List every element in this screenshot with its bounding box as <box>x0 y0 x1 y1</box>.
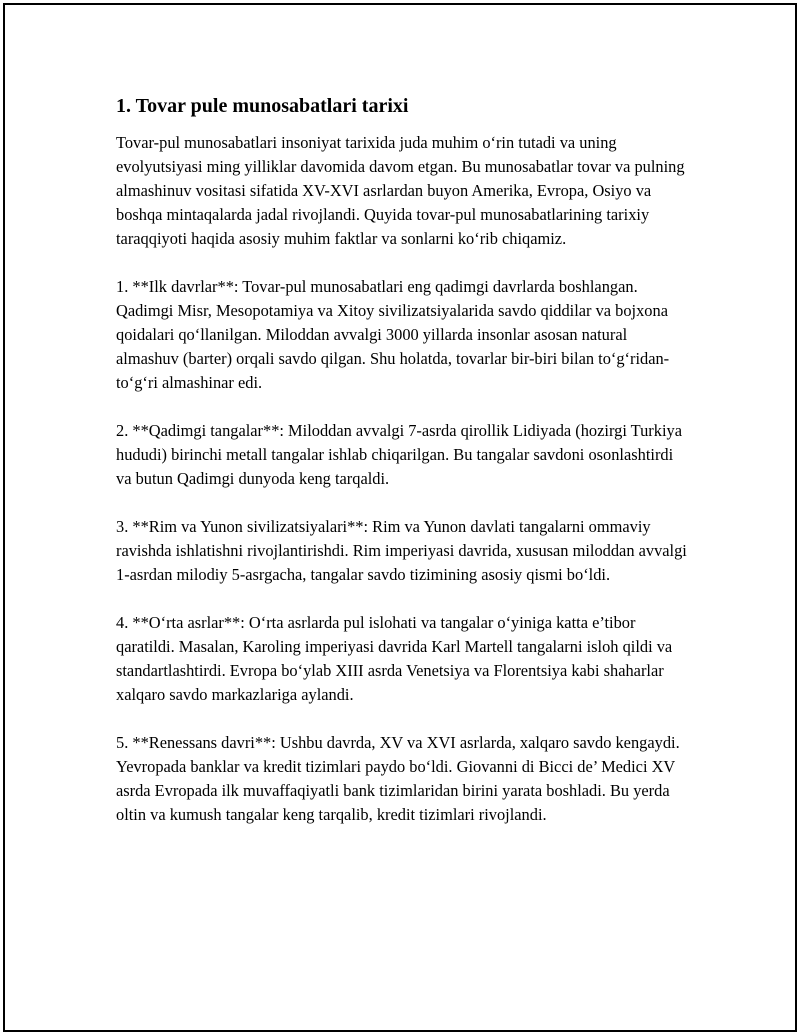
paragraph-ancient-coins: 2. **Qadimgi tangalar**: Miloddan avvalgi 7-asrda qirollik Lidiyada (hozirgi Turkiya hududi) birinchi metall tangalar ishlab chiqarilgan. Bu tangalar savdoni osonlashtirdi va butun Qadimgi dunyoda keng tarqaldi. <box>116 421 682 488</box>
paragraph-renaissance: 5. **Renessans davri**: Ushbu davrda, XV va XVI asrlarda, xalqaro savdo kengaydi. Yevropada banklar va kredit tizimlari paydo bo‘ldi. Giovanni di Bicci de’ Medici XV asrda Evropada ilk muvaffaqiyatli bank tizimlaridan birini yarata boshladi. Bu yerda oltin va kumush tangalar keng tarqalib, kredit tizimlari rivojlandi. <box>116 733 680 824</box>
paragraph-rome-greece: 3. **Rim va Yunon sivilizatsiyalari**: Rim va Yunon davlati tangalarni ommaviy ravishda ishlatishni rivojlantirishdi. Rim imperiyasi davrida, xususan miloddan avvalgi 1-asrdan milodiy 5-asrgacha, tangalar savdo tizimining asosiy qismi bo‘ldi. <box>116 517 687 584</box>
paragraph-middle-ages: 4. **O‘rta asrlar**: O‘rta asrlarda pul islohati va tangalar o‘yiniga katta e’tibor qaratildi. Masalan, Karoling imperiyasi davrida Karl Martell tangalarni isloh qildi va standartlashtirdi. Evropa bo‘ylab XIII asrda Venetsiya va Florentsiya kabi shaharlar xalqaro savdo markazlariga aylandi. <box>116 613 673 704</box>
document-title: 1. Tovar pule munosabatlari tarixi <box>116 95 409 117</box>
document-body <box>116 92 691 851</box>
paragraph-early-periods: 1. **Ilk davrlar**: Tovar-pul munosabatlari eng qadimgi davrlarda boshlangan. Qadimgi Misr, Mesopotamiya va Xitoy sivilizatsiyalarida savdo qiddilar va bojxona qoidalari qo‘llanilgan. Miloddan avvalgi 3000 yillarda insonlar asosan natural almashuv (barter) orqali savdo qilgan. Shu holatda, tovarlar bir-biri bilan to‘g‘ridan-to‘g‘ri almashinar edi. <box>116 277 670 392</box>
intro-paragraph: Tovar-pul munosabatlari insoniyat tarixida juda muhim o‘rin tutadi va uning evolyutsiyasi ming yilliklar davomida davom etgan. Bu munosabatlar tovar va pulning almashinuv vositasi sifatida XV-XVI asrlardan buyon Amerika, Evropa, Osiyo va boshqa mintaqalarda jadal rivojlandi. Quyida tovar-pul munosabatlarining tarixiy taraqqiyoti haqida asosiy muhim faktlar va sonlarni ko‘rib chiqamiz. <box>116 133 685 248</box>
